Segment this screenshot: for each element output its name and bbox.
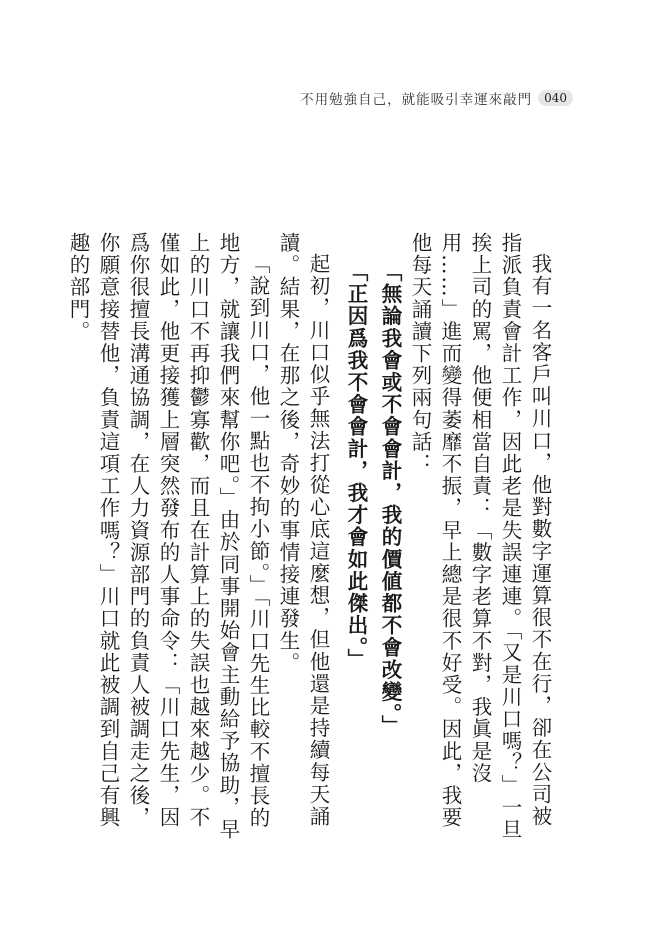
paragraph-intro: 我有一名客戶叫川口，他對數字運算很不在行，卻在公司被指派負責會計工作，因此老是失誤連連。「又是川口嗎？」一旦挨上司的罵，他便相當自責：「數字老算不對，我眞是沒用……」進而變得萎靡不振，早上總是很不好受。因此，我要他每天誦讀下列兩句話： (408, 232, 552, 841)
page-number: 040 (538, 90, 573, 106)
paragraph-result: 起初，川口似乎無法打從心底這麼想，但他還是持續每天誦讀。結果，在那之後，奇妙的事情接連發生。 (276, 232, 330, 828)
paragraph-outcome: 「說到川口，他一點也不拘小節。」「川口先生比較不擅長的地方，就讓我們來幫你吧。」由於同事開始會主動給予協助，早上的川口不再抑鬱寡歡，而且在計算上的失誤也越來越少。不僅如此，他更接獲上層突然發布的人事命令：「川口先生，因爲你很擅長溝通協調，在人力資源部門的負責人被調走之後，你願意接替他，負責這項工作嗎？」川口就此被調到自己有興趣的部門。 (66, 232, 270, 841)
page-header (300, 86, 573, 110)
body-text (63, 232, 555, 844)
running-title: 不用勉強自己，就能吸引幸運來敲門 (300, 92, 533, 108)
affirmation-quote-1: 「無論我會或不會會計，我的價値都不會改變。」 (378, 260, 402, 737)
affirmation-quote-2: 「正因爲我不會會計，我才會如此傑出。」 (344, 260, 368, 671)
